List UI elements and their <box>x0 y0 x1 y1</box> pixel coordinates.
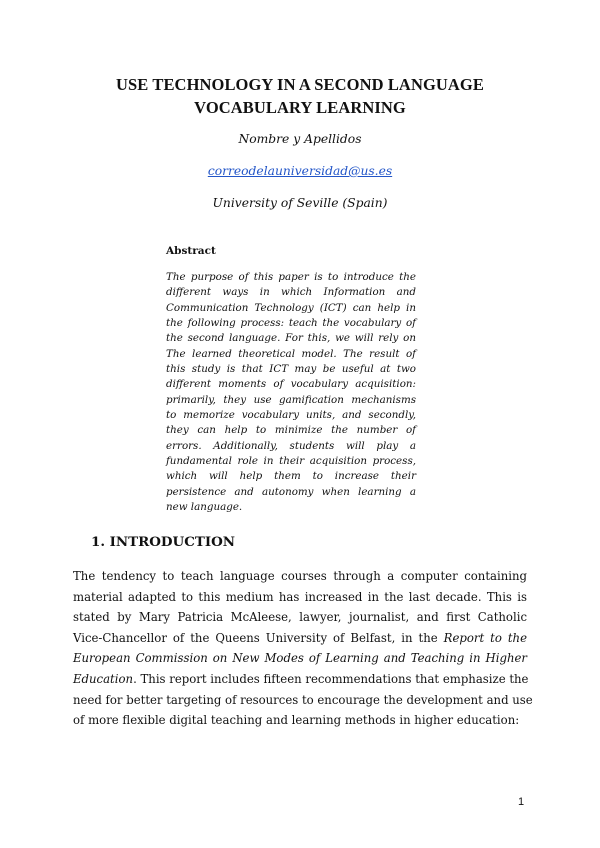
abstract-line: fundamental role in their acquisition process, <box>166 455 416 468</box>
email-link[interactable]: correodelauniversidad@us.es <box>207 164 393 178</box>
paper-title-line-1: USE TECHNOLOGY IN A SECOND LANGUAGE <box>116 75 484 94</box>
abstract-line: to memorize vocabulary units, and secondly, <box>166 409 416 422</box>
paragraph-line: stated by Mary Patricia McAleese, lawyer, journalist, and first Catholic <box>73 610 527 625</box>
abstract-body <box>166 270 416 516</box>
report-title-italic: Education <box>73 671 134 686</box>
paragraph-line <box>73 648 527 669</box>
section-heading: 1. INTRODUCTION <box>91 534 235 550</box>
paragraph-line <box>73 628 527 649</box>
introduction-paragraph <box>73 566 533 731</box>
report-title-italic: European Commission on New Modes of Learning and Teaching in Higher <box>73 651 527 666</box>
author-name: Nombre y Apellidos <box>238 132 362 146</box>
abstract-line: primarily, they use gamification mechanisms <box>166 393 416 406</box>
paragraph-line: The tendency to teach language courses through a computer containing <box>73 569 527 583</box>
paper-title-line-2: VOCABULARY LEARNING <box>194 98 406 117</box>
abstract-line: the following process: teach the vocabulary of <box>166 317 416 330</box>
author-email <box>0 164 600 178</box>
abstract-line: The learned theoretical model. The result of <box>166 347 416 360</box>
abstract-line: different moments of vocabulary acquisition: <box>166 378 416 391</box>
paragraph-line: need for better targeting of resources to encourage the development and use <box>73 692 533 707</box>
paragraph-text: . This report includes fifteen recommendations that emphasize the <box>133 671 529 686</box>
abstract-line: different ways in which Information and <box>166 286 416 299</box>
paper-title <box>0 73 600 119</box>
abstract-line: new language. <box>166 501 243 514</box>
paragraph-text: Vice-Chancellor of the Queens University of Belfast, in the <box>73 630 444 645</box>
abstract-line: this study is that ICT may be useful at two <box>166 363 416 376</box>
abstract-line: The purpose of this paper is to introduce the <box>166 271 416 283</box>
abstract-line: Communication Technology (ICT) can help in <box>166 301 416 314</box>
abstract-line: which will help them to increase their <box>166 470 416 483</box>
abstract-line: persistence and autonomy when learning a <box>166 485 416 498</box>
abstract-line: they can help to minimize the number of <box>166 424 416 437</box>
abstract-heading: Abstract <box>166 245 216 257</box>
affiliation: University of Seville (Spain) <box>212 196 388 210</box>
report-title-italic: Report to the <box>443 630 527 645</box>
paragraph-line: of more flexible digital teaching and learning methods in higher education: <box>73 713 520 728</box>
page-number: 1 <box>518 796 525 808</box>
abstract-line: the second language. For this, we will rely on <box>166 332 416 345</box>
paragraph-line <box>73 669 527 690</box>
abstract-line: errors. Additionally, students will play a <box>166 439 416 452</box>
paragraph-line: material adapted to this medium has increased in the last decade. This is <box>73 589 527 604</box>
